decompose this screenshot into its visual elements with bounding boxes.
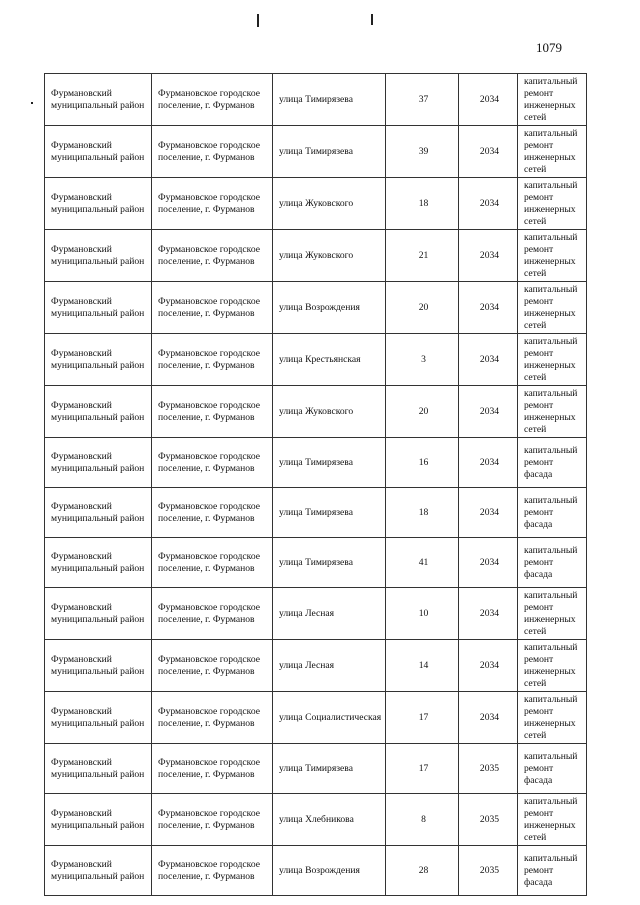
settlement-cell: Фурмановское городское поселение, г. Фурманов [152, 588, 273, 640]
district-cell: Фурмановский муниципальный район [45, 744, 152, 794]
scan-mark-right [371, 14, 373, 25]
street-cell: улица Жуковского [273, 386, 386, 438]
street-cell: улица Возрождения [273, 846, 386, 896]
table-row [45, 846, 587, 896]
work-type-cell: капитальный ремонт инженерных сетей [518, 126, 587, 178]
table-row [45, 744, 587, 794]
table-row [45, 538, 587, 588]
year-cell: 2034 [459, 74, 518, 126]
street-cell: улица Тимирязева [273, 538, 386, 588]
housing-repair-table [44, 73, 587, 896]
settlement-cell: Фурмановское городское поселение, г. Фурманов [152, 126, 273, 178]
house-number-cell: 21 [386, 230, 459, 282]
district-cell: Фурмановский муниципальный район [45, 282, 152, 334]
scan-mark-dot [31, 102, 33, 104]
year-cell: 2034 [459, 438, 518, 488]
settlement-cell: Фурмановское городское поселение, г. Фурманов [152, 744, 273, 794]
house-number-cell: 20 [386, 282, 459, 334]
settlement-cell: Фурмановское городское поселение, г. Фурманов [152, 334, 273, 386]
work-type-cell: капитальный ремонт инженерных сетей [518, 386, 587, 438]
district-cell: Фурмановский муниципальный район [45, 178, 152, 230]
house-number-cell: 41 [386, 538, 459, 588]
district-cell: Фурмановский муниципальный район [45, 438, 152, 488]
year-cell: 2034 [459, 692, 518, 744]
page-number: 1079 [536, 40, 562, 55]
district-cell: Фурмановский муниципальный район [45, 386, 152, 438]
street-cell: улица Социалистическая [273, 692, 386, 744]
table-row [45, 282, 587, 334]
year-cell: 2035 [459, 744, 518, 794]
house-number-cell: 16 [386, 438, 459, 488]
house-number-cell: 3 [386, 334, 459, 386]
district-cell: Фурмановский муниципальный район [45, 126, 152, 178]
table-row [45, 74, 587, 126]
street-cell: улица Хлебникова [273, 794, 386, 846]
scan-mark-left [257, 14, 259, 27]
house-number-cell: 20 [386, 386, 459, 438]
work-type-cell: капитальный ремонт инженерных сетей [518, 334, 587, 386]
year-cell: 2034 [459, 282, 518, 334]
house-number-cell: 17 [386, 744, 459, 794]
district-cell: Фурмановский муниципальный район [45, 334, 152, 386]
street-cell: улица Тимирязева [273, 488, 386, 538]
settlement-cell: Фурмановское городское поселение, г. Фурманов [152, 692, 273, 744]
year-cell: 2035 [459, 794, 518, 846]
district-cell: Фурмановский муниципальный район [45, 74, 152, 126]
house-number-cell: 8 [386, 794, 459, 846]
district-cell: Фурмановский муниципальный район [45, 488, 152, 538]
district-cell: Фурмановский муниципальный район [45, 538, 152, 588]
house-number-cell: 39 [386, 126, 459, 178]
table-row [45, 488, 587, 538]
table-row [45, 334, 587, 386]
street-cell: улица Тимирязева [273, 126, 386, 178]
year-cell: 2034 [459, 640, 518, 692]
settlement-cell: Фурмановское городское поселение, г. Фурманов [152, 74, 273, 126]
street-cell: улица Тимирязева [273, 74, 386, 126]
year-cell: 2034 [459, 178, 518, 230]
table-row [45, 178, 587, 230]
work-type-cell: капитальный ремонт фасада [518, 488, 587, 538]
district-cell: Фурмановский муниципальный район [45, 230, 152, 282]
table-row [45, 438, 587, 488]
work-type-cell: капитальный ремонт инженерных сетей [518, 282, 587, 334]
table-row [45, 126, 587, 178]
street-cell: улица Возрождения [273, 282, 386, 334]
work-type-cell: капитальный ремонт фасада [518, 538, 587, 588]
work-type-cell: капитальный ремонт фасада [518, 744, 587, 794]
work-type-cell: капитальный ремонт инженерных сетей [518, 640, 587, 692]
work-type-cell: капитальный ремонт инженерных сетей [518, 692, 587, 744]
settlement-cell: Фурмановское городское поселение, г. Фурманов [152, 178, 273, 230]
table-body [45, 74, 587, 896]
street-cell: улица Тимирязева [273, 744, 386, 794]
year-cell: 2034 [459, 488, 518, 538]
table-row [45, 692, 587, 744]
district-cell: Фурмановский муниципальный район [45, 846, 152, 896]
settlement-cell: Фурмановское городское поселение, г. Фурманов [152, 386, 273, 438]
year-cell: 2034 [459, 334, 518, 386]
district-cell: Фурмановский муниципальный район [45, 588, 152, 640]
settlement-cell: Фурмановское городское поселение, г. Фурманов [152, 282, 273, 334]
settlement-cell: Фурмановское городское поселение, г. Фурманов [152, 438, 273, 488]
year-cell: 2034 [459, 538, 518, 588]
settlement-cell: Фурмановское городское поселение, г. Фурманов [152, 488, 273, 538]
table-row [45, 794, 587, 846]
table-row [45, 386, 587, 438]
settlement-cell: Фурмановское городское поселение, г. Фурманов [152, 640, 273, 692]
work-type-cell: капитальный ремонт фасада [518, 438, 587, 488]
house-number-cell: 18 [386, 178, 459, 230]
work-type-cell: капитальный ремонт инженерных сетей [518, 74, 587, 126]
year-cell: 2034 [459, 126, 518, 178]
house-number-cell: 37 [386, 74, 459, 126]
table-row [45, 588, 587, 640]
work-type-cell: капитальный ремонт инженерных сетей [518, 230, 587, 282]
year-cell: 2035 [459, 846, 518, 896]
settlement-cell: Фурмановское городское поселение, г. Фурманов [152, 846, 273, 896]
house-number-cell: 18 [386, 488, 459, 538]
table-row [45, 640, 587, 692]
work-type-cell: капитальный ремонт инженерных сетей [518, 178, 587, 230]
work-type-cell: капитальный ремонт инженерных сетей [518, 588, 587, 640]
district-cell: Фурмановский муниципальный район [45, 640, 152, 692]
work-type-cell: капитальный ремонт фасада [518, 846, 587, 896]
house-number-cell: 14 [386, 640, 459, 692]
street-cell: улица Жуковского [273, 178, 386, 230]
district-cell: Фурмановский муниципальный район [45, 794, 152, 846]
year-cell: 2034 [459, 588, 518, 640]
house-number-cell: 28 [386, 846, 459, 896]
house-number-cell: 10 [386, 588, 459, 640]
house-number-cell: 17 [386, 692, 459, 744]
year-cell: 2034 [459, 386, 518, 438]
district-cell: Фурмановский муниципальный район [45, 692, 152, 744]
year-cell: 2034 [459, 230, 518, 282]
street-cell: улица Крестьянская [273, 334, 386, 386]
street-cell: улица Тимирязева [273, 438, 386, 488]
work-type-cell: капитальный ремонт инженерных сетей [518, 794, 587, 846]
street-cell: улица Лесная [273, 588, 386, 640]
table-row [45, 230, 587, 282]
settlement-cell: Фурмановское городское поселение, г. Фурманов [152, 230, 273, 282]
settlement-cell: Фурмановское городское поселение, г. Фурманов [152, 794, 273, 846]
street-cell: улица Жуковского [273, 230, 386, 282]
settlement-cell: Фурмановское городское поселение, г. Фурманов [152, 538, 273, 588]
street-cell: улица Лесная [273, 640, 386, 692]
